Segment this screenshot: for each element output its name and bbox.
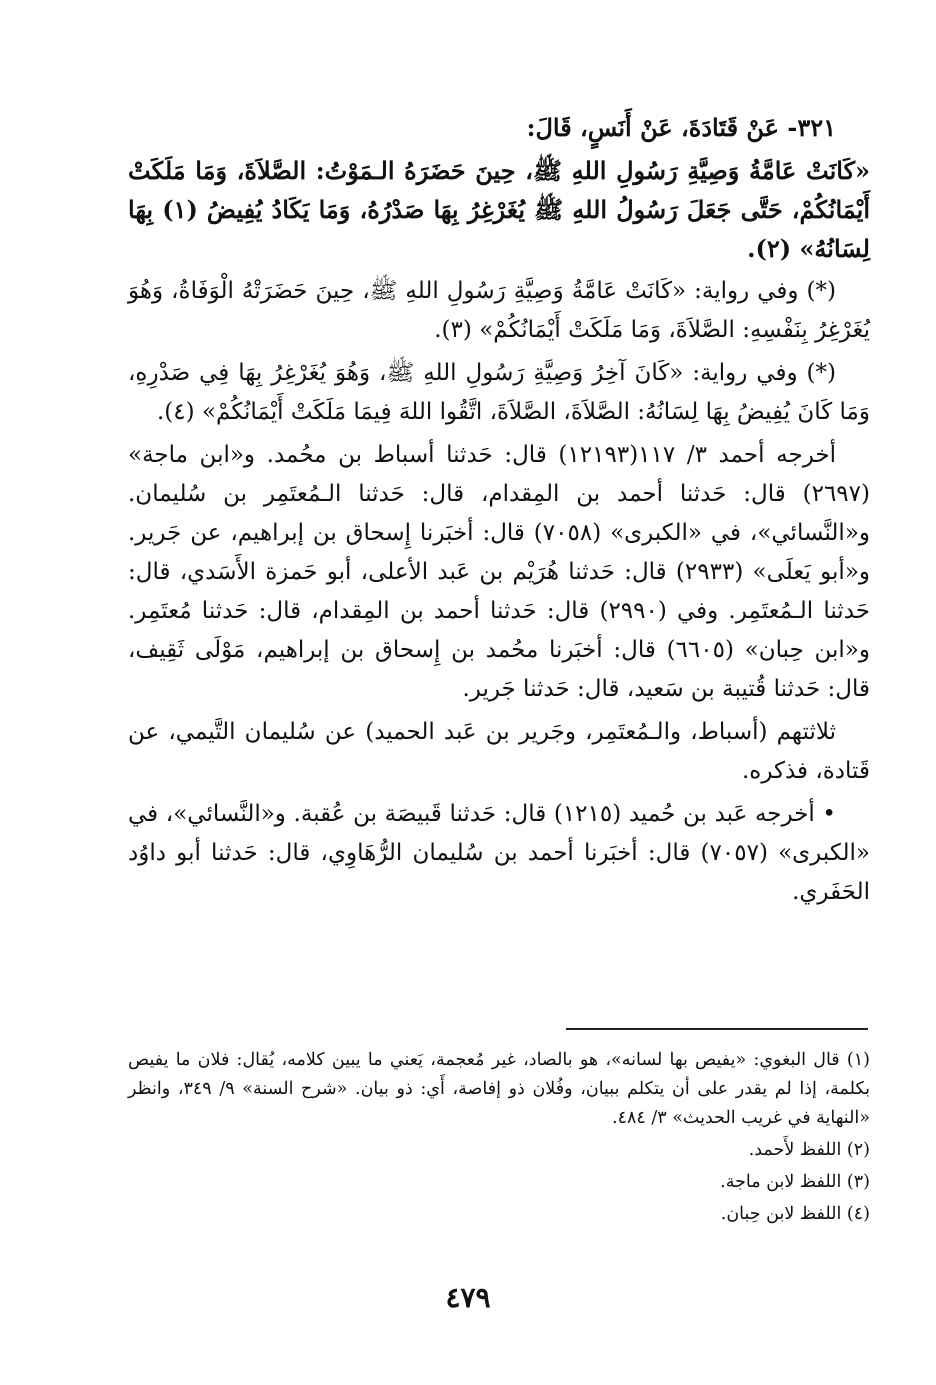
footnote-divider: [566, 1028, 868, 1030]
footnote-1: (١) قال البغوي: «يفيص بها لسانه»، هو بالصاد، غير مُعجمة، يَعني ما يبين كلامه، يُقال: فلان ما يفيص بكلمة، إذا لم يقدر على أن يتكلم ببيان، وفُلان ذو إفاصة، أَي: ذو بيان. «شرح السنة» ٩/ ٣٤٩، وانظر «النهاية في غريب الحديث» ٣/ ٤٨٤.: [128, 1050, 870, 1128]
footnote-4: (٤) اللفظ لابن حِبان.: [720, 1204, 870, 1224]
footnote-3: (٣) اللفظ لابن ماجة.: [720, 1172, 870, 1192]
takhrij-paragraph-1: أخرجه أحمد ٣/ ١١٧(١٢١٩٣) قال: حَدثنا أسباط بن محُمد. و«ابن ماجة» (٢٦٩٧) قال: حَدثنا أحمد بن المِقدام، قال: حَدثنا الـمُعتَمِر بن سُليمان. و«النَّسائي»، في «الكبرى» (٧٠٥٨) قال: أخبَرنا إِسحاق بن إبراهيم، عن جَرير. و«أبو يَعلَى» (٢٩٣٣) قال: حَدثنا هُرَيْم بن عَبد الأعلى، أبو حَمزة الأَسَدي، قال: حَدثنا الـمُعتَمِر. وفي (٢٩٩٠) قال: حَدثنا أحمد بن المِقدام، قال: حَدثنا مُعتَمِر. و«ابن حِبان» (٦٦٠٥) قال: أخبَرنا محُمد بن إِسحاق بن إبراهيم، مَوْلَى ثَقِيف، قال: حَدثنا قُتيبة بن سَعيد، قال: حَدثنا جَرير.: [128, 442, 871, 702]
narration-2: (*) وفي رواية: «كَانَ آخِرُ وَصِيَّةِ رَسُولِ اللهِ ﷺ، وَهُوَ يُغَرْغِرُ بِهَا فِي صَدْرِهِ، وَمَا كَانَ يُفِيضُ بِهَا لِسَانُهُ: الصَّلاَةَ، الصَّلاَةَ، اتَّقُوا اللهَ فِيمَا مَلَكَتْ أَيْمَانُكُمْ» (٤).: [128, 360, 870, 425]
footnote-2: (٢) اللفظ لأَحمد.: [748, 1140, 870, 1160]
takhrij-paragraph-2: ثلاثتهم (أسباط، والـمُعتَمِر، وجَرير بن عَبد الحميد) عن سُليمان التَّيمي، عن قَتادة، فذكره.: [128, 719, 870, 784]
page-number: ٤٧٩: [445, 1281, 491, 1314]
main-text: [128, 108, 870, 912]
takhrij-paragraph-3: • أخرجه عَبد بن حُميد (١٢١٥) قال: حَدثنا قَبيصَة بن عُقبة. و«النَّسائي»، في «الكبرى» (٧٠٥٧) قال: أخبَرنا أحمد بن سُليمان الرُّهَاوِي، قال: حَدثنا أبو داوُد الحَفَري.: [128, 801, 870, 905]
hadith-text: «كَانَتْ عَامَّةُ وَصِيَّةِ رَسُولِ اللهِ ﷺ، حِينَ حَضَرَهُ الـمَوْتُ: الصَّلاَةَ، وَمَا مَلَكَتْ أَيْمَانُكُمْ، حَتَّى جَعَلَ رَسُولُ اللهِ ﷺ يُغَرْغِرُ بِهَا صَدْرُهُ، وَمَا يَكَادُ يُفِيضُ (١) بِهَا لِسَانُهُ» (٢).: [128, 156, 870, 263]
narration-1: (*) وفي رواية: «كَانَتْ عَامَّةُ وَصِيَّةِ رَسُولِ اللهِ ﷺ، حِينَ حَضَرَتْهُ الْوَفَاةُ، وَهُوَ يُغَرْغِرُ بِنَفْسِهِ: الصَّلاَةَ، وَمَا مَلَكَتْ أَيْمَانُكُمْ» (٣).: [128, 278, 870, 343]
hadith-header: ٣٢١- عَنْ قَتَادَةَ، عَنْ أَنَسٍ، قَالَ:: [526, 113, 836, 142]
footnotes: [128, 1046, 870, 1232]
